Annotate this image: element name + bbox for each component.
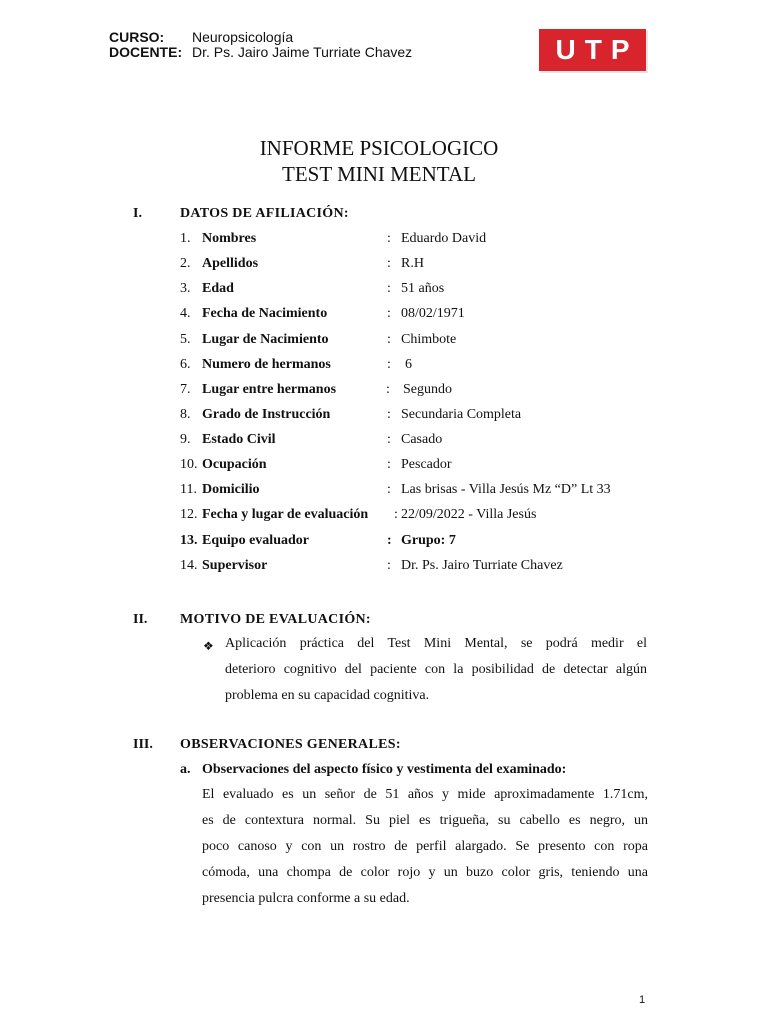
observations-paragraph: [202, 782, 648, 912]
item-value: Pescador: [401, 457, 452, 472]
item-colon: :: [387, 457, 391, 472]
item-number: 9.: [180, 432, 191, 447]
item-number: 4.: [180, 306, 191, 321]
paragraph-line: poco canoso y con un rostro de perfil alargado. Se presento con ropa: [202, 839, 648, 854]
item-value: Chimbote: [401, 332, 457, 347]
report-subtitle: TEST MINI MENTAL: [282, 162, 476, 186]
item-value: 6: [405, 357, 412, 372]
section-label: DATOS DE AFILIACIÓN:: [180, 206, 349, 221]
item-colon: :: [387, 357, 391, 372]
item-number: 2.: [180, 256, 191, 271]
item-colon: :: [387, 306, 391, 321]
paragraph-line: cómoda, una chompa de color rojo y un buzo color gris, teniendo una: [202, 865, 648, 880]
item-key: Domicilio: [202, 482, 260, 497]
item-key: Lugar entre hermanos: [202, 382, 337, 397]
item-colon: :: [387, 332, 391, 347]
item-key: Supervisor: [202, 558, 268, 573]
page-number: 1: [639, 994, 646, 1006]
paragraph-line: es de contextura normal. Su piel es trigueña, su cabello es negro, un: [202, 813, 648, 828]
item-key: Equipo evaluador: [202, 533, 309, 548]
item-value: 08/02/1971: [401, 306, 465, 321]
section-label: OBSERVACIONES GENERALES:: [180, 737, 401, 752]
item-number: 3.: [180, 281, 191, 296]
item-key: Nombres: [202, 231, 257, 246]
item-value: 22/09/2022 - Villa Jesús: [401, 507, 537, 522]
paragraph-line: El evaluado es un señor de 51 años y mide aproximadamente 1.71cm,: [202, 787, 648, 802]
utp-logo: [539, 29, 646, 71]
report-title: INFORME PSICOLOGICO: [259, 136, 499, 160]
paragraph-line: deterioro cognitivo del paciente con la posibilidad de detectar algún: [225, 662, 647, 677]
item-number: 12.: [180, 507, 198, 522]
item-colon: :: [387, 256, 391, 271]
item-value: R.H: [401, 256, 424, 271]
item-colon: :: [386, 382, 390, 397]
item-value: Las brisas - Villa Jesús Mz “D” Lt 33: [401, 482, 611, 497]
section-number: III.: [133, 737, 153, 752]
item-number: 7.: [180, 382, 191, 397]
diamond-bullet-icon: ❖: [203, 639, 214, 653]
paragraph-line: problema en su capacidad cognitiva.: [225, 688, 430, 703]
teacher-line: [109, 44, 412, 60]
item-key: Ocupación: [202, 457, 267, 472]
item-number: 10.: [180, 457, 198, 472]
item-key: Apellidos: [202, 256, 259, 271]
course-line: [109, 29, 293, 45]
item-key: Grado de Instrucción: [202, 407, 331, 422]
item-value: Eduardo David: [401, 231, 487, 246]
item-value: Casado: [401, 432, 443, 447]
item-value: Secundaria Completa: [401, 407, 522, 422]
subsection-letter: a.: [180, 762, 191, 777]
item-value: 51 años: [401, 281, 445, 296]
item-key: Fecha y lugar de evaluación: [202, 507, 369, 522]
item-key: Numero de hermanos: [202, 357, 331, 372]
item-colon: :: [387, 533, 392, 548]
section-number: I.: [133, 206, 142, 221]
teacher-label: DOCENTE:: [109, 44, 183, 60]
item-number: 13.: [180, 533, 198, 548]
subsection-title: Observaciones del aspecto físico y vestimenta del examinado:: [202, 762, 567, 777]
paragraph-line: presencia pulcra conforme a su edad.: [202, 891, 410, 906]
item-key: Fecha de Nacimiento: [202, 306, 328, 321]
item-number: 8.: [180, 407, 191, 422]
item-colon: :: [387, 558, 391, 573]
item-value: Grupo: 7: [401, 533, 456, 548]
item-key: Edad: [202, 281, 234, 296]
course-label: CURSO:: [109, 29, 165, 45]
item-number: 11.: [180, 482, 197, 497]
item-number: 1.: [180, 231, 191, 246]
logo-text: UTP: [555, 34, 639, 65]
item-number: 6.: [180, 357, 191, 372]
item-colon: :: [387, 432, 391, 447]
teacher-value: Dr. Ps. Jairo Jaime Turriate Chavez: [192, 44, 413, 60]
item-value: Dr. Ps. Jairo Turriate Chavez: [401, 558, 563, 573]
item-key: Lugar de Nacimiento: [202, 332, 329, 347]
item-colon: :: [387, 482, 391, 497]
item-colon: :: [394, 507, 398, 522]
course-value: Neuropsicología: [192, 29, 294, 45]
item-colon: :: [387, 281, 391, 296]
item-number: 5.: [180, 332, 191, 347]
section-label: MOTIVO DE EVALUACIÓN:: [180, 612, 371, 627]
paragraph-line: Aplicación práctica del Test Mini Mental, se podrá medir el: [225, 636, 647, 651]
section-number: II.: [133, 612, 148, 627]
item-number: 14.: [180, 558, 198, 573]
evaluation-reason-paragraph: [225, 631, 647, 709]
item-colon: :: [387, 407, 391, 422]
item-value: Segundo: [403, 382, 452, 397]
item-colon: :: [387, 231, 391, 246]
item-key: Estado Civil: [202, 432, 276, 447]
